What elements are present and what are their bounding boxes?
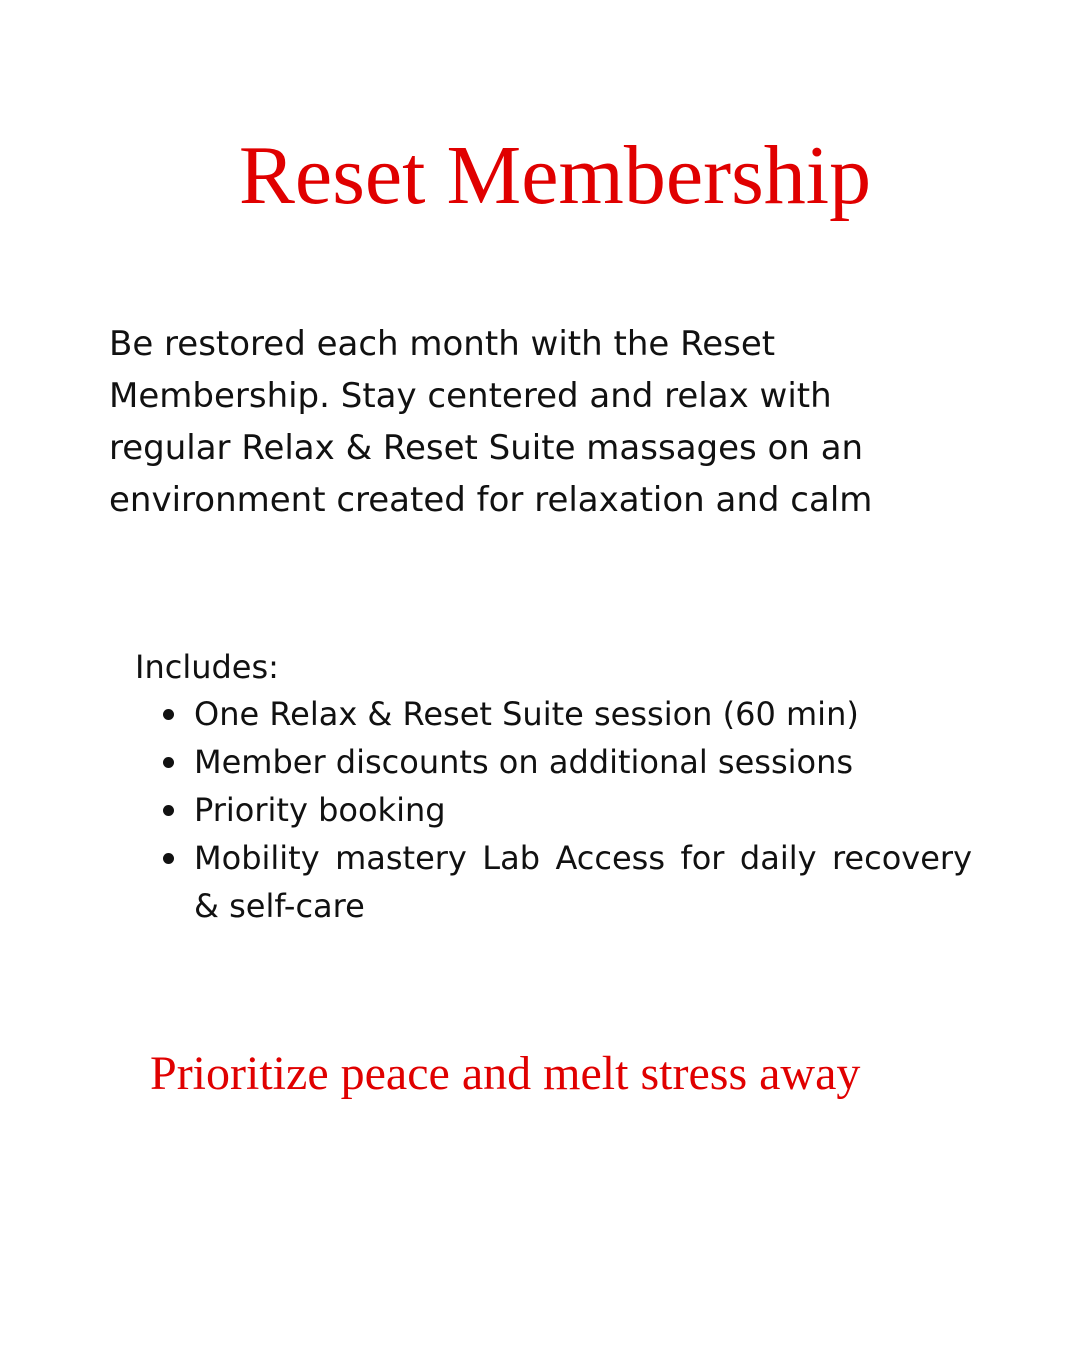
page-title: Reset Membership (238, 129, 872, 222)
list-item-text: One Relax & Reset Suite session (60 min) (194, 695, 859, 733)
benefits-list (160, 690, 972, 930)
intro-paragraph: Be restored each month with the Reset Membership. Stay centered and relax with regular Relax & Reset Suite massages on an environment created for relaxation and calm (109, 324, 873, 520)
list-item-text: Member discounts on additional sessions (194, 743, 854, 781)
list-item (160, 690, 972, 738)
bullet-icon (163, 805, 174, 816)
includes-label: Includes: (135, 648, 279, 686)
bullet-icon (163, 757, 174, 768)
list-item-text: Mobility mastery Lab Access for daily recovery & self-care (194, 839, 972, 925)
tagline: Prioritize peace and melt stress away (150, 1047, 861, 1100)
list-item (160, 738, 972, 786)
list-item (160, 786, 972, 834)
bullet-icon (163, 709, 174, 720)
list-item (160, 834, 972, 930)
list-item-text: Priority booking (194, 791, 446, 829)
bullet-icon (163, 853, 174, 864)
